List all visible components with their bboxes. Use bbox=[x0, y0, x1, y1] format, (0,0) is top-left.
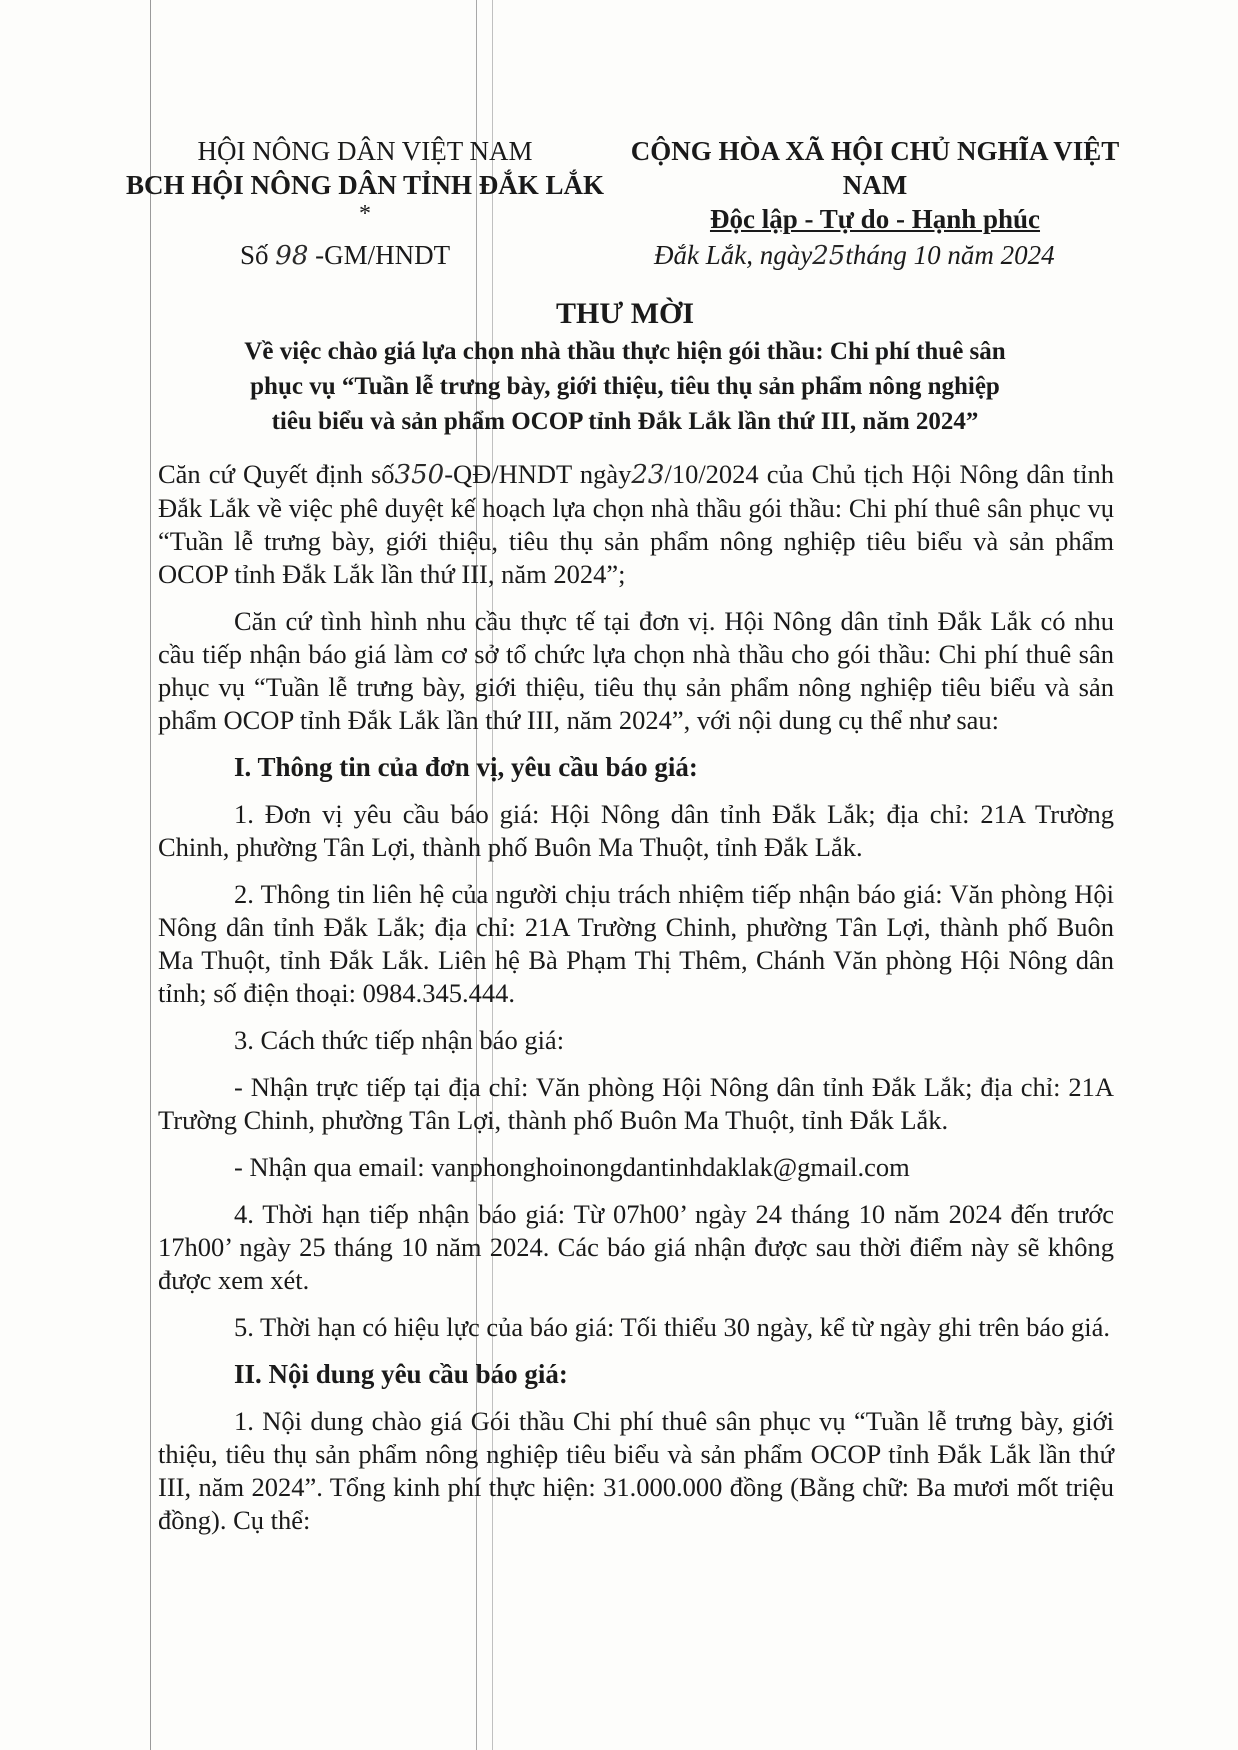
document-body bbox=[158, 458, 1114, 1551]
p1-text-c: /10/2024 của Chủ tịch Hội Nông dân tỉnh Đắk Lắk về việc phê duyệt kế hoạch lựa chọn nhà thầu gói thầu: Chi phí thuê sân phục vụ “Tuần lễ trưng bày, giới thiệu, tiêu thụ sản phẩm nông nghiệp tiêu biểu và sản phẩm OCOP tỉnh Đắk Lắk lần thứ III, năm 2024”; bbox=[158, 459, 1114, 589]
date-place: Đắk Lắk, ngày bbox=[654, 240, 813, 270]
item-1-4: 4. Thời hạn tiếp nhận báo giá: Từ 07h00’ ngày 24 tháng 10 năm 2024 đến trước 17h00’ ngày 25 tháng 10 năm 2024. Các báo giá nhận được sau thời điểm này sẽ không được xem xét. bbox=[158, 1199, 1114, 1295]
subject-line-3: tiêu biểu và sản phẩm OCOP tỉnh Đắk Lắk lần thứ III, năm 2024” bbox=[271, 408, 979, 435]
document-date bbox=[654, 238, 1055, 273]
section-heading-1: I. Thông tin của đơn vị, yêu cầu báo giá: bbox=[234, 752, 698, 782]
paragraph-basis-decision bbox=[158, 458, 1114, 591]
p1-text-b: -QĐ/HNDT ngày bbox=[444, 459, 632, 489]
document-number bbox=[240, 238, 450, 273]
decision-day: 23 bbox=[631, 460, 665, 490]
decision-number: 350 bbox=[394, 460, 445, 490]
header-star: * bbox=[359, 201, 371, 227]
item-1-3a: - Nhận trực tiếp tại địa chỉ: Văn phòng Hội Nông dân tỉnh Đắk Lắk; địa chỉ: 21A Trường Chinh, phường Tân Lợi, thành phố Buôn Ma Thuột, tỉnh Đắk Lắk. bbox=[158, 1072, 1114, 1135]
date-day: 25 bbox=[812, 241, 846, 271]
item-1-3b: - Nhận qua email: vanphonghoinongdantinhdaklak@gmail.com bbox=[234, 1152, 910, 1182]
org-parent: HỘI NÔNG DÂN VIỆT NAM bbox=[197, 136, 533, 166]
date-rest: tháng 10 năm 2024 bbox=[845, 240, 1055, 270]
paragraph-basis-needs: Căn cứ tình hình nhu cầu thực tế tại đơn vị. Hội Nông dân tỉnh Đắk Lắk có nhu cầu tiếp nhận báo giá làm cơ sở tổ chức lựa chọn nhà thầu cho gói thầu: Chi phí thuê sân phục vụ “Tuần lễ trưng bày, giới thiệu, tiêu thụ sản phẩm nông nghiệp tiêu biểu và sản phẩm OCOP tỉnh Đắk Lắk lần thứ III, năm 2024”, với nội dung cụ thể như sau: bbox=[158, 606, 1114, 735]
document-title: THƯ MỜI bbox=[555, 297, 695, 330]
ref-number: 98 bbox=[275, 241, 309, 271]
header-right bbox=[610, 134, 1140, 236]
item-1-3: 3. Cách thức tiếp nhận báo giá: bbox=[234, 1025, 565, 1055]
subject-line-2: phục vụ “Tuần lễ trưng bày, giới thiệu, tiêu thụ sản phẩm nông nghiệp bbox=[250, 373, 1000, 400]
item-1-2: 2. Thông tin liên hệ của người chịu trách nhiệm tiếp nhận báo giá: Văn phòng Hội Nông dân tỉnh Đắk Lắk; địa chỉ: 21A Trường Chinh, phường Tân Lợi, thành phố Buôn Ma Thuột, tỉnh Đắk Lắk. Liên hệ Bà Phạm Thị Thêm, Chánh Văn phòng Hội Nông dân tỉnh; số điện thoại: 0984.345.444. bbox=[158, 879, 1114, 1008]
subject-line-1: Về việc chào giá lựa chọn nhà thầu thực hiện gói thầu: Chi phí thuê sân bbox=[244, 338, 1006, 365]
ref-prefix: Số bbox=[240, 240, 269, 270]
org-name: BCH HỘI NÔNG DÂN TỈNH ĐẮK LẮK bbox=[125, 170, 605, 200]
motto: Độc lập - Tự do - Hạnh phúc bbox=[709, 204, 1041, 234]
item-1-5: 5. Thời hạn có hiệu lực của báo giá: Tối thiểu 30 ngày, kể từ ngày ghi trên báo giá. bbox=[234, 1312, 1111, 1342]
nation-title: CỘNG HÒA XÃ HỘI CHỦ NGHĨA VIỆT NAM bbox=[630, 136, 1120, 200]
scan-line-left bbox=[150, 0, 151, 1750]
item-2-1: 1. Nội dung chào giá Gói thầu Chi phí thuê sân phục vụ “Tuần lễ trưng bày, giới thiệu, tiêu thụ sản phẩm nông nghiệp tiêu biểu và sản phẩm OCOP tỉnh Đắk Lắk lần thứ III, năm 2024”. Tổng kinh phí thực hiện: 31.000.000 đồng (Bằng chữ: Ba mươi mốt triệu đồng). Cụ thể: bbox=[158, 1406, 1114, 1535]
item-1-1: 1. Đơn vị yêu cầu báo giá: Hội Nông dân tỉnh Đắk Lắk; địa chỉ: 21A Trường Chinh, phường Tân Lợi, thành phố Buôn Ma Thuột, tỉnh Đắk Lắk. bbox=[158, 799, 1114, 862]
ref-suffix: -GM/HNDT bbox=[315, 240, 451, 270]
p1-text-a: Căn cứ Quyết định số bbox=[158, 459, 395, 489]
section-heading-2: II. Nội dung yêu cầu báo giá: bbox=[234, 1359, 568, 1389]
header-left bbox=[120, 134, 610, 226]
title-block bbox=[150, 294, 1100, 439]
